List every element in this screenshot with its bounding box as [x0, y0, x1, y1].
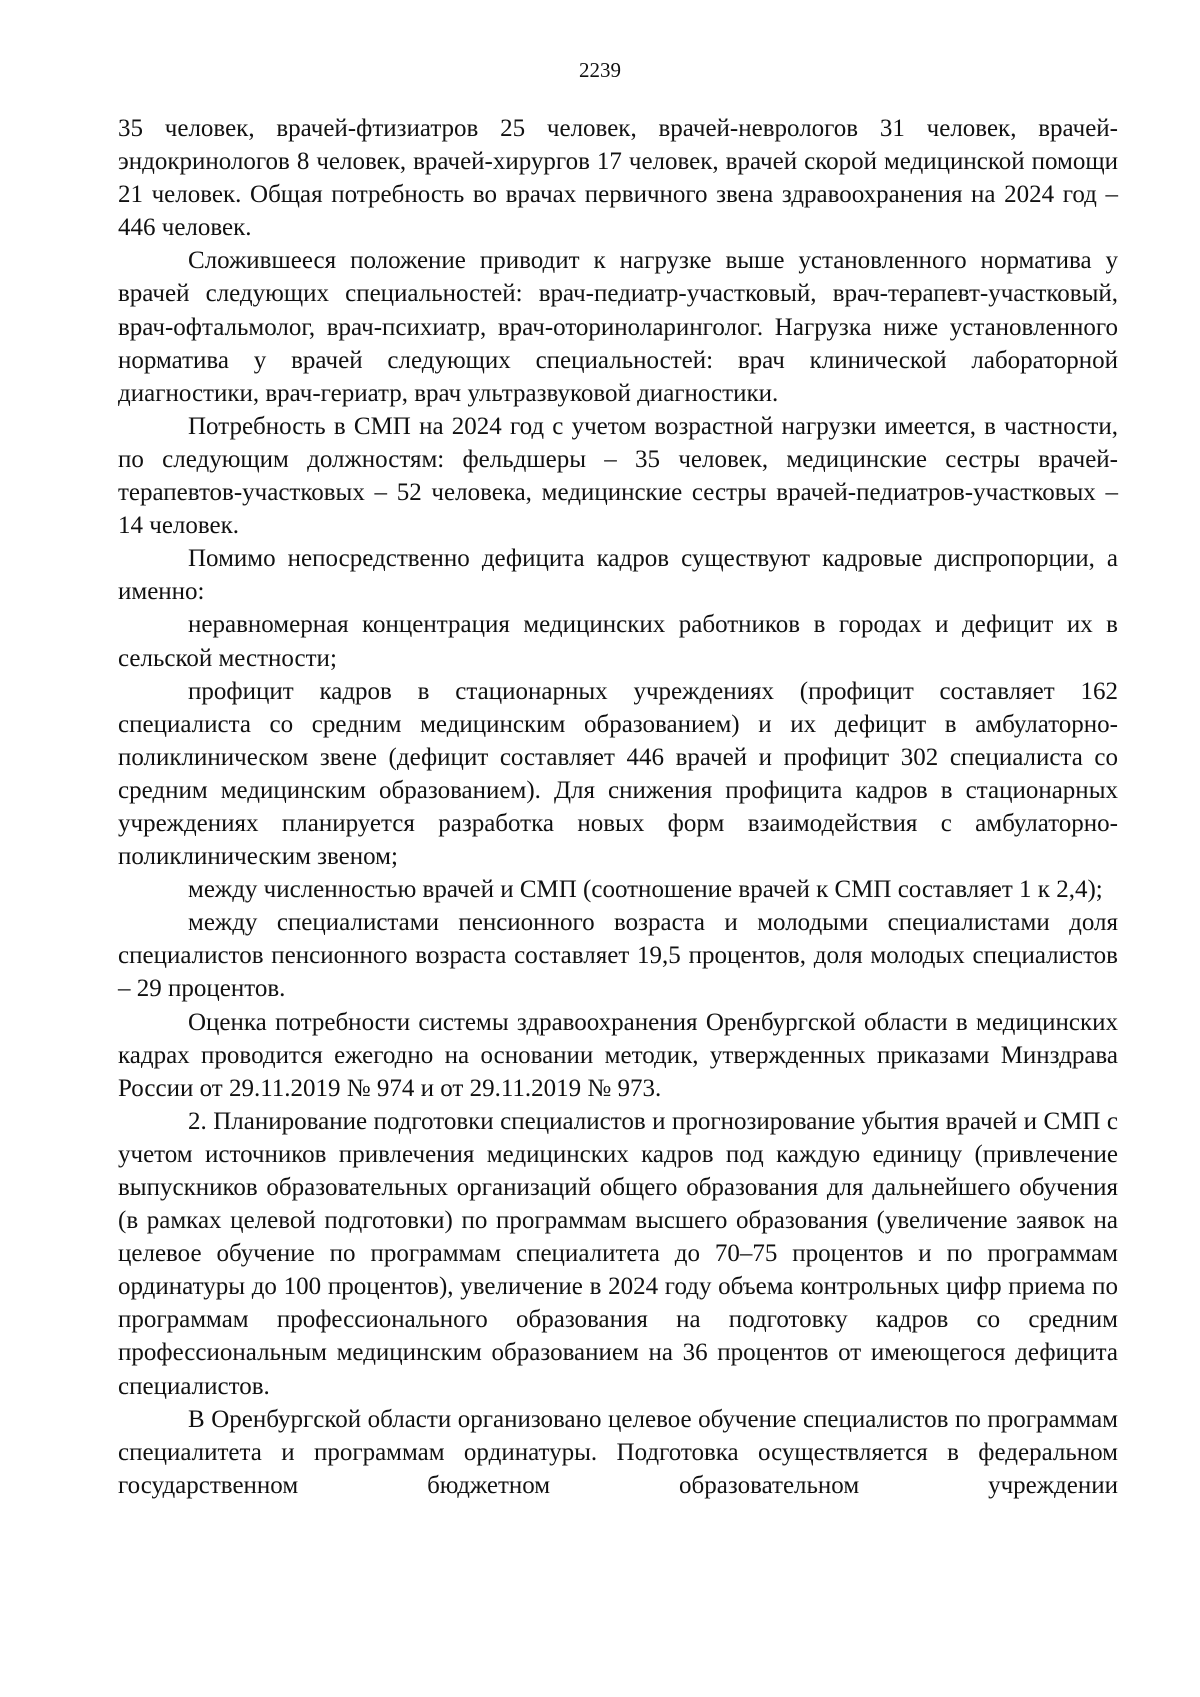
paragraph-4: Помимо непосредственно дефицита кадров существуют кадровые диспропорции, а именно:	[118, 545, 1118, 606]
list-item-3: между численностью врачей и СМП (соотношение врачей к СМП составляет 1 к 2,4);	[188, 876, 1103, 904]
paragraph-1: 35 человек, врачей-фтизиатров 25 человек, врачей-неврологов 31 человек, врачей-эндокринологов 8 человек, врачей-хирургов 17 человек, врачей скорой медицинской помощи 21 человек. Общая потребность во врачах первичного звена здравоохранения на 2024 год – 446 человек.	[118, 115, 1118, 242]
paragraph-3: Потребность в СМП на 2024 год с учетом возрастной нагрузки имеется, в частности, по следующим должностям: фельдшеры – 35 человек, медицинские сестры врачей-терапевтов-участковых – 52 человека, медицинские сестры врачей-педиатров-участковых – 14 человек.	[118, 412, 1118, 540]
page-number: 2239	[579, 58, 621, 82]
list-item-4: между специалистами пенсионного возраста и молодыми специалистами доля специалистов пенсионного возраста составляет 19,5 процентов, доля молодых специалистов – 29 процентов.	[118, 909, 1118, 1003]
document-body	[118, 112, 1118, 1502]
paragraph-5: Оценка потребности системы здравоохранения Оренбургской области в медицинских кадрах проводится ежегодно на основании методик, утвержденных приказами Минздрава России от 29.11.2019 № 974 и от 29.11.2019 № 973.	[118, 1008, 1118, 1102]
paragraph-7: В Оренбургской области организовано целевое обучение специалистов по программам специалитета и программам ординатуры. Подготовка осуществляется в федеральном государственном бюджетном образовательном учреждении	[118, 1405, 1118, 1499]
list-item-1: неравномерная концентрация медицинских работников в городах и дефицит их в сельской местности;	[118, 611, 1118, 672]
paragraph-6: 2. Планирование подготовки специалистов и прогнозирование убытия врачей и СМП с учетом источников привлечения медицинских кадров под каждую единицу (привлечение выпускников образовательных организаций общего образования для дальнейшего обучения (в рамках целевой подготовки) по программам высшего образования (увеличение заявок на целевое обучение по программам специалитета до 70–75 процентов и по программам ординатуры до 100 процентов), увеличение в 2024 году объема контрольных цифр приема по программам профессионального образования на подготовку кадров со средним профессиональным медицинским образованием на 36 процентов от имеющегося дефицита специалистов.	[118, 1107, 1118, 1400]
list-item-2: профицит кадров в стационарных учреждениях (профицит составляет 162 специалиста со средним медицинским образованием) и их дефицит в амбулаторно-поликлиническом звене (дефицит составляет 446 врачей и профицит 302 специалиста со средним медицинским образованием). Для снижения профицита кадров в стационарных учреждениях планируется разработка новых форм взаимодействия с амбулаторно-поликлиническим звеном;	[118, 677, 1118, 871]
paragraph-2: Сложившееся положение приводит к нагрузке выше установленного норматива у врачей следующих специальностей: врач-педиатр-участковый, врач-терапевт-участковый, врач-офтальмолог, врач-психиатр, врач-оториноларинголог. Нагрузка ниже установленного норматива у врачей следующих специальностей: врач клинической лабораторной диагностики, врач-гериатр, врач ультразвуковой диагностики.	[118, 247, 1118, 407]
